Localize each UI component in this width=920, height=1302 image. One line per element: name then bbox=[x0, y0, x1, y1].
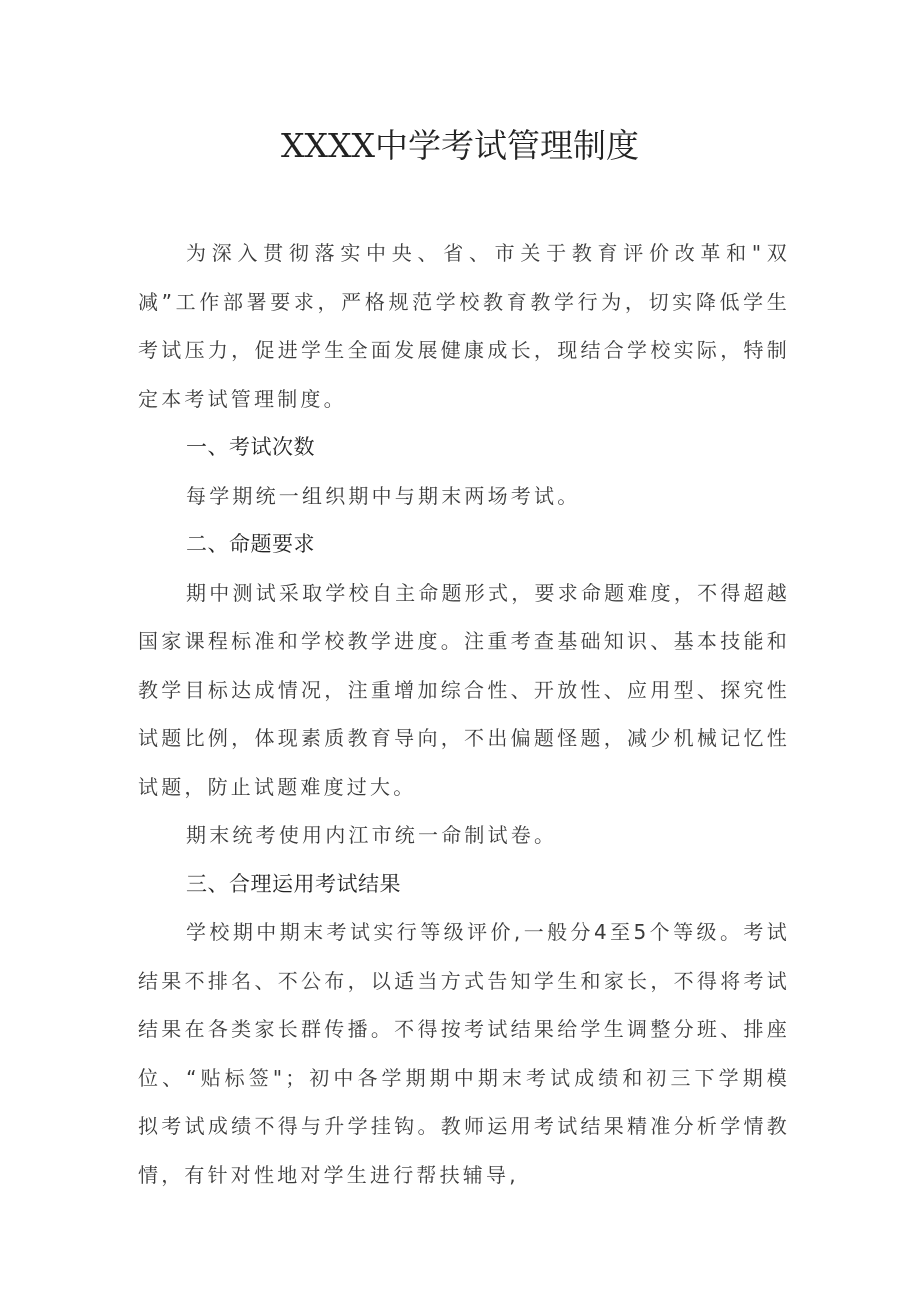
section-paragraph: 期末统考使用内江市统一命制试卷。 bbox=[186, 823, 558, 847]
section-paragraph: 每学期统一组织期中与期末两场考试。 bbox=[186, 483, 581, 508]
section-paragraph: 学校期中期末考试实行等级评价,一般分4至5个等级。考试结果不排名、不公布，以适当方式告知学生和家长，不得将考试结果在各类家长群传播。不得按考试结果给学生调整分班、排座位、“贴标签"；初中各学期期中期末考试成绩和初三下学期模拟考试成绩不得与升学挂钩。教师运用考试结果精准分析学情教情，有针对性地对学生进行帮扶辅导, bbox=[138, 920, 790, 1187]
document-body bbox=[138, 229, 790, 1199]
section-paragraph: 期中测试采取学校自主命题形式，要求命题难度，不得超越国家课程标准和学校教学进度。注重考查基础知识、基本技能和教学目标达成情况，注重增加综合性、开放性、应用型、探究性试题比例，体现素质教育导向，不出偏题怪题，减少机械记忆性试题，防止试题难度过大。 bbox=[138, 580, 790, 799]
section-heading-exam-results: 三、合理运用考试结果 bbox=[186, 871, 401, 896]
document-title: XXXX中学考试管理制度 bbox=[281, 126, 639, 165]
section-heading-exam-count: 一、考试次数 bbox=[186, 435, 315, 459]
section-heading-question-requirements: 二、命题要求 bbox=[186, 532, 315, 556]
intro-paragraph: 为深入贯彻落实中央、省、市关于教育评价改革和"双减”工作部署要求，严格规范学校教育教学行为，切实降低学生考试压力，促进学生全面发展健康成长，现结合学校实际，特制定本考试管理制度。 bbox=[138, 241, 790, 411]
